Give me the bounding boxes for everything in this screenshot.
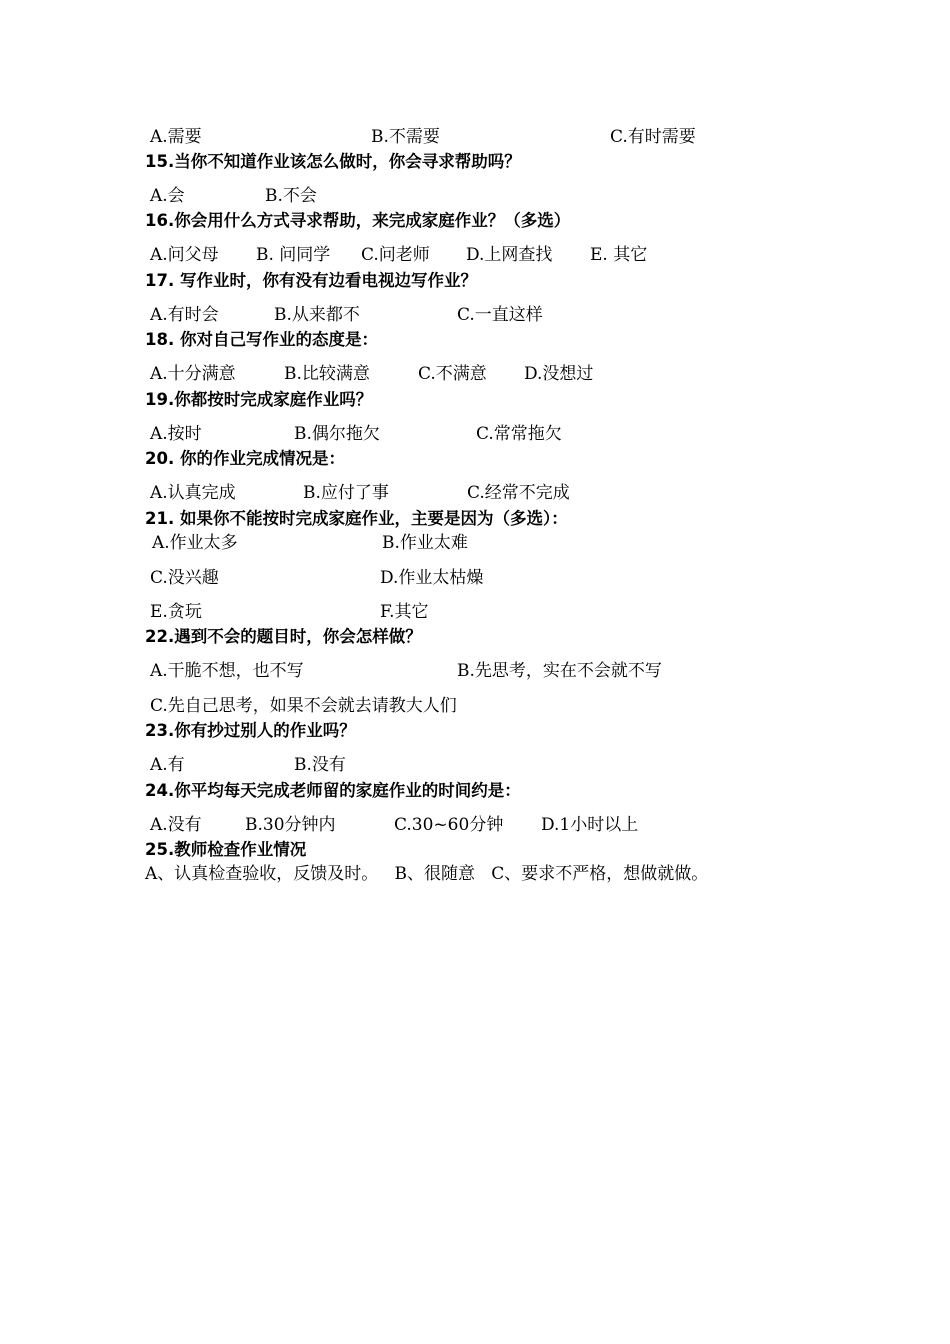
q21-option-c: C.没兴趣 bbox=[150, 568, 219, 588]
q17-option-b: B.从来都不 bbox=[274, 305, 360, 325]
question-20: 20. 你的作业完成情况是： bbox=[145, 449, 345, 468]
q21-option-a: A.作业太多 bbox=[152, 533, 238, 553]
q16-option-c: C.问老师 bbox=[361, 245, 430, 265]
q17-option-c: C.一直这样 bbox=[457, 305, 543, 325]
question-19: 19.你都按时完成家庭作业吗？ bbox=[145, 390, 373, 409]
q16-option-a: A.问父母 bbox=[150, 245, 219, 265]
q24-option-b: B.30分钟内 bbox=[245, 815, 336, 835]
q16-option-e: E. 其它 bbox=[590, 245, 648, 265]
question-18: 18. 你对自己写作业的态度是： bbox=[145, 330, 378, 349]
q18-option-b: B.比较满意 bbox=[284, 364, 370, 384]
q16-option-d: D.上网查找 bbox=[466, 245, 553, 265]
q21-option-b: B.作业太难 bbox=[382, 533, 468, 553]
q24-option-d: D.1小时以上 bbox=[541, 815, 639, 835]
question-21: 21. 如果你不能按时完成家庭作业，主要是因为（多选）： bbox=[145, 509, 568, 528]
question-15: 15.当你不知道作业该怎么做时，你会寻求帮助吗？ bbox=[145, 152, 521, 171]
q22-option-a: A.干脆不想，也不写 bbox=[150, 661, 304, 681]
q17-option-a: A.有时会 bbox=[150, 305, 219, 325]
q22-option-c: C.先自己思考，如果不会就去请教大人们 bbox=[150, 696, 457, 716]
q14-option-a: A.需要 bbox=[150, 127, 202, 147]
question-17: 17. 写作业时，你有没有边看电视边写作业？ bbox=[145, 271, 477, 290]
q18-option-c: C.不满意 bbox=[418, 364, 487, 384]
q22-option-b: B.先思考，实在不会就不写 bbox=[457, 661, 662, 681]
question-16: 16.你会用什么方式寻求帮助，来完成家庭作业？（多选） bbox=[145, 211, 571, 230]
q25-options: A、认真检查验收，反馈及时。 B、很随意 C、要求不严格，想做就做。 bbox=[145, 864, 709, 884]
q15-option-a: A.会 bbox=[150, 186, 185, 206]
q18-option-d: D.没想过 bbox=[524, 364, 594, 384]
q18-option-a: A.十分满意 bbox=[150, 364, 236, 384]
q23-option-a: A.有 bbox=[150, 755, 185, 775]
q16-option-b: B. 问同学 bbox=[256, 245, 331, 265]
q20-option-b: B.应付了事 bbox=[303, 483, 389, 503]
q24-option-c: C.30~60分钟 bbox=[394, 815, 504, 835]
q20-option-c: C.经常不完成 bbox=[467, 483, 570, 503]
question-25: 25.教师检查作业情况 bbox=[145, 840, 307, 859]
q19-option-b: B.偶尔拖欠 bbox=[294, 424, 380, 444]
q19-option-a: A.按时 bbox=[150, 424, 202, 444]
question-22: 22.遇到不会的题目时，你会怎样做？ bbox=[145, 627, 422, 646]
q24-option-a: A.没有 bbox=[150, 815, 202, 835]
q19-option-c: C.常常拖欠 bbox=[476, 424, 562, 444]
q21-option-d: D.作业太枯燥 bbox=[380, 568, 484, 588]
q14-option-c: C.有时需要 bbox=[610, 127, 696, 147]
question-23: 23.你有抄过别人的作业吗？ bbox=[145, 721, 356, 740]
q23-option-b: B.没有 bbox=[294, 755, 346, 775]
q21-option-f: F.其它 bbox=[380, 602, 429, 622]
q20-option-a: A.认真完成 bbox=[150, 483, 236, 503]
q15-option-b: B.不会 bbox=[265, 186, 317, 206]
q14-option-b: B.不需要 bbox=[371, 127, 440, 147]
question-24: 24.你平均每天完成老师留的家庭作业的时间约是： bbox=[145, 781, 521, 800]
q21-option-e: E.贪玩 bbox=[150, 602, 202, 622]
